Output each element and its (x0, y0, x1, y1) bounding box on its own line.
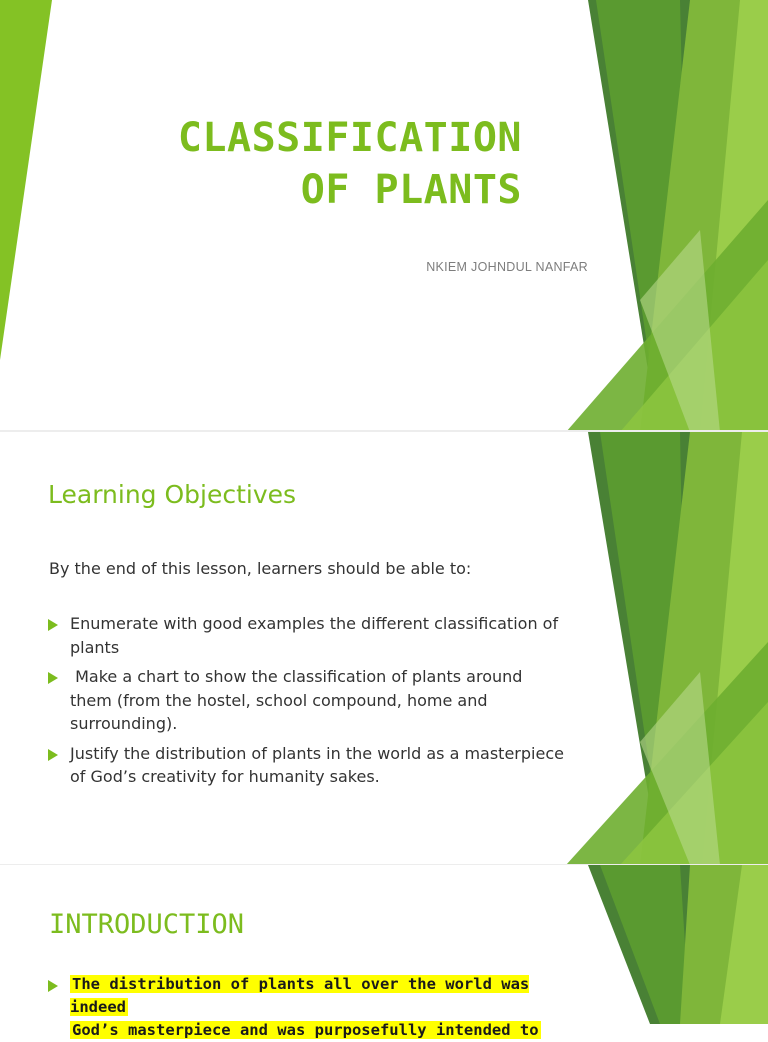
list-item-text: Enumerate with good examples the different classification of plants (70, 614, 559, 657)
list-item-text: Make a chart to show the classification of plants around them (from the hostel, school compound, home and surrounding). (70, 667, 528, 733)
introduction-slide (0, 865, 768, 1039)
learning-objectives-slide (0, 432, 768, 865)
title-line-2: OF PLANTS (300, 167, 522, 213)
title-slide (0, 0, 768, 432)
highlighted-text (48, 973, 548, 1042)
highlighted-line: God’s masterpiece and was purposefully intended to (72, 1021, 539, 1039)
intro-sentence: By the end of this lesson, learners should be able to: (49, 559, 472, 578)
slide-heading: Learning Objectives (48, 480, 297, 509)
list-item (48, 973, 548, 1042)
author-name: NKIEM JOHNDUL NANFAR (426, 260, 588, 274)
bullet-arrow-icon (48, 749, 58, 761)
bullet-arrow-icon (48, 980, 58, 992)
title-line-1: CLASSIFICATION (177, 115, 522, 161)
slide-heading: INTRODUCTION (49, 909, 245, 940)
objectives-list (48, 612, 568, 795)
bullet-arrow-icon (48, 619, 58, 631)
bullet-arrow-icon (48, 672, 58, 684)
list-item (48, 665, 568, 736)
green-triangle-decoration (0, 0, 768, 432)
list-item (48, 742, 568, 789)
presentation-title (178, 112, 522, 216)
list-item-text: Justify the distribution of plants in the world as a masterpiece of God’s creativity for humanity sakes. (70, 743, 564, 786)
list-item (48, 612, 568, 659)
highlighted-line: The distribution of plants all over the world was indeed (70, 975, 530, 1016)
